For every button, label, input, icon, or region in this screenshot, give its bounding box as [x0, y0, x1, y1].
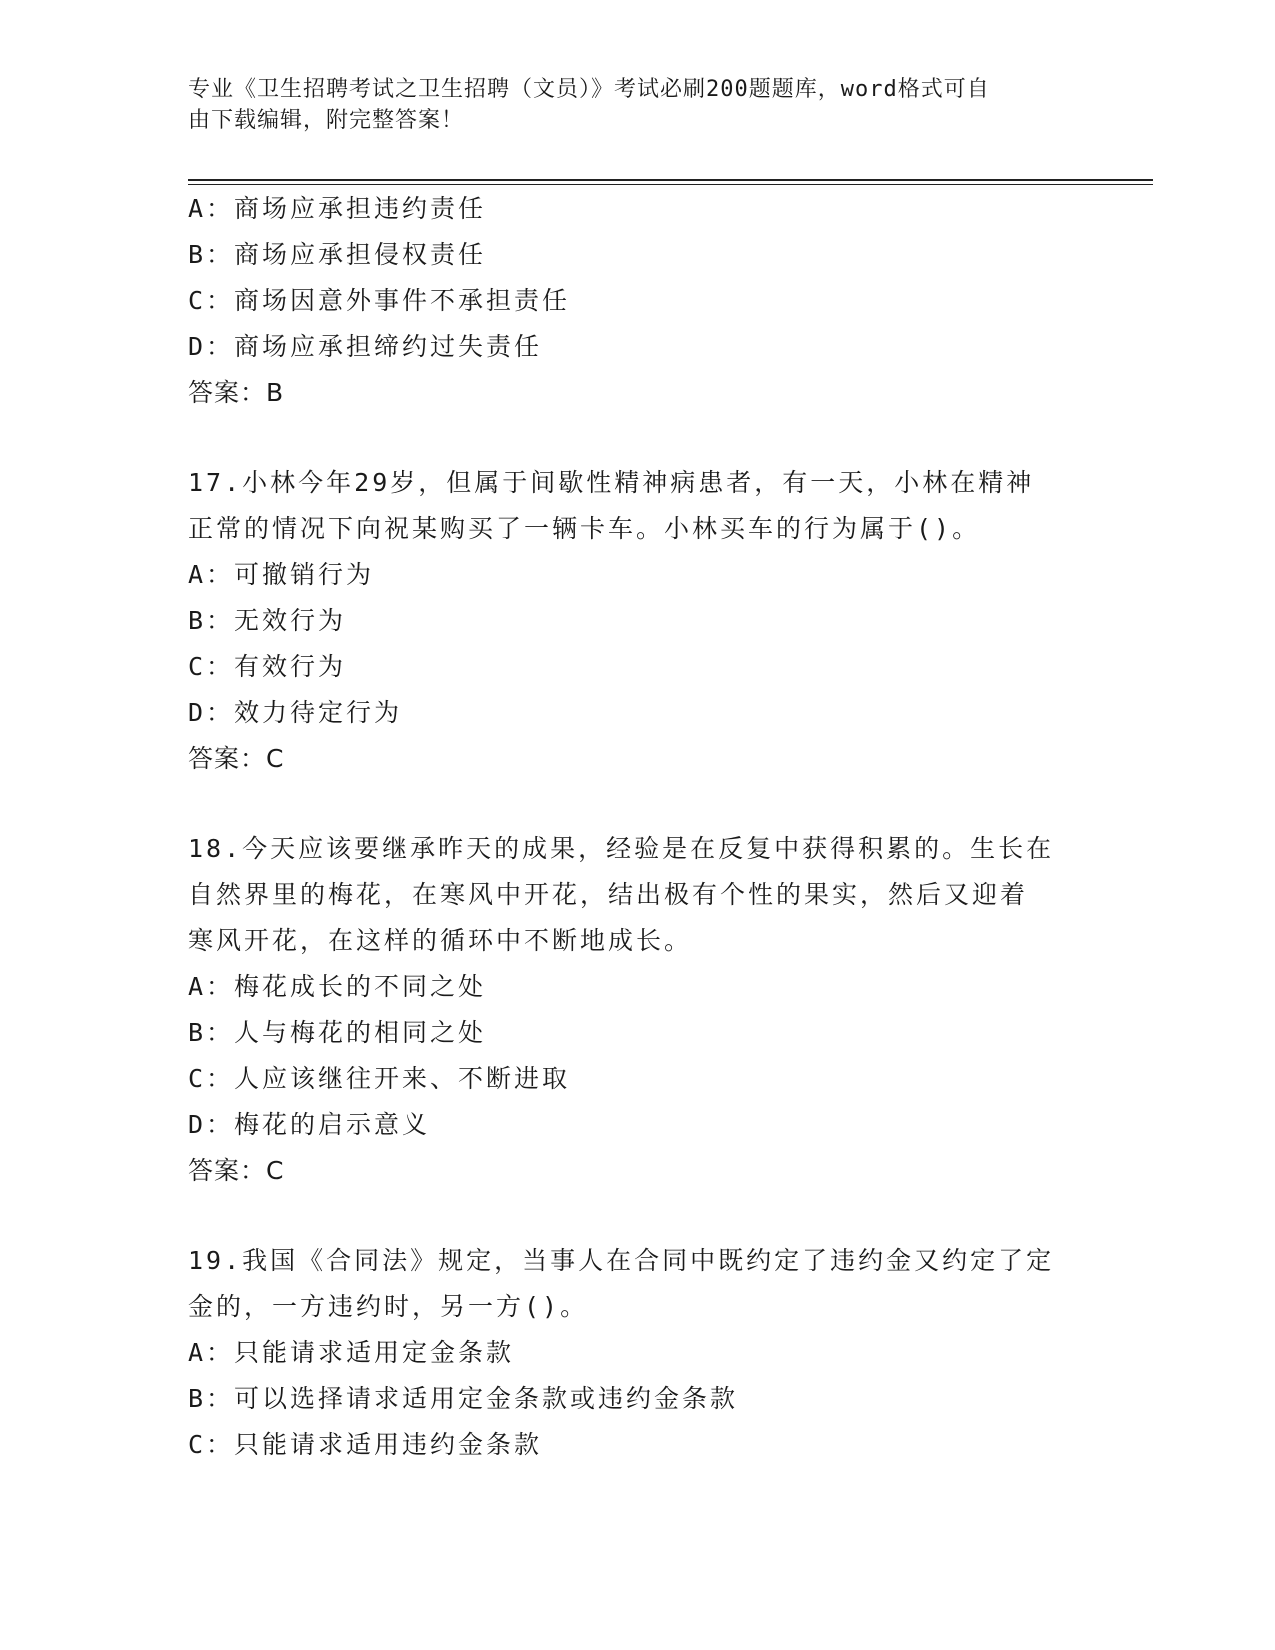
- option-d: D：效力待定行为: [188, 698, 403, 727]
- spacer: [188, 782, 1088, 826]
- option-b: B：商场应承担侵权责任: [188, 240, 487, 269]
- header-line-2: 由下载编辑，附完整答案！: [188, 108, 465, 133]
- question-list: [188, 186, 1088, 1468]
- answer: 答案：C: [188, 744, 285, 773]
- option-c: C：人应该继往开来、不断进取: [188, 1064, 571, 1093]
- question-19: [188, 1238, 1088, 1468]
- option-d: D：商场应承担缔约过失责任: [188, 332, 543, 361]
- spacer: [188, 416, 1088, 460]
- option-c: C：只能请求适用违约金条款: [188, 1430, 543, 1459]
- option-b: B：可以选择请求适用定金条款或违约金条款: [188, 1384, 739, 1413]
- question-text-line: 金的，一方违约时，另一方()。: [188, 1292, 589, 1321]
- question-text-line: 18.今天应该要继承昨天的成果，经验是在反复中获得积累的。生长在: [188, 834, 1055, 863]
- option-c: C：有效行为: [188, 652, 347, 681]
- option-a: A：可撤销行为: [188, 560, 375, 589]
- document-header: [188, 74, 1068, 136]
- header-line-1: 专业《卫生招聘考试之卫生招聘（文员）》考试必刷200题题库，word格式可自: [188, 77, 990, 102]
- question-18: [188, 826, 1088, 1194]
- question-text-line: 自然界里的梅花，在寒风中开花，结出极有个性的果实，然后又迎着: [188, 880, 1029, 909]
- header-rule-top: [188, 179, 1153, 181]
- option-a: A：梅花成长的不同之处: [188, 972, 487, 1001]
- option-d: D：梅花的启示意义: [188, 1110, 431, 1139]
- question-text-line: 寒风开花，在这样的循环中不断地成长。: [188, 926, 693, 955]
- question-text-line: 19.我国《合同法》规定，当事人在合同中既约定了违约金又约定了定: [188, 1246, 1055, 1275]
- question-16: [188, 186, 1088, 416]
- option-c: C：商场因意外事件不承担责任: [188, 286, 571, 315]
- option-b: B：无效行为: [188, 606, 347, 635]
- question-text-line: 17.小林今年29岁，但属于间歇性精神病患者，有一天，小林在精神: [188, 468, 1035, 497]
- header-rule-bottom: [188, 184, 1153, 185]
- answer: 答案：C: [188, 1156, 285, 1185]
- question-17: [188, 460, 1088, 782]
- question-text-line: 正常的情况下向祝某购买了一辆卡车。小林买车的行为属于()。: [188, 514, 981, 543]
- option-a: A：只能请求适用定金条款: [188, 1338, 515, 1367]
- option-b: B：人与梅花的相同之处: [188, 1018, 487, 1047]
- option-a: A：商场应承担违约责任: [188, 194, 487, 223]
- spacer: [188, 1194, 1088, 1238]
- answer: 答案：B: [188, 378, 285, 407]
